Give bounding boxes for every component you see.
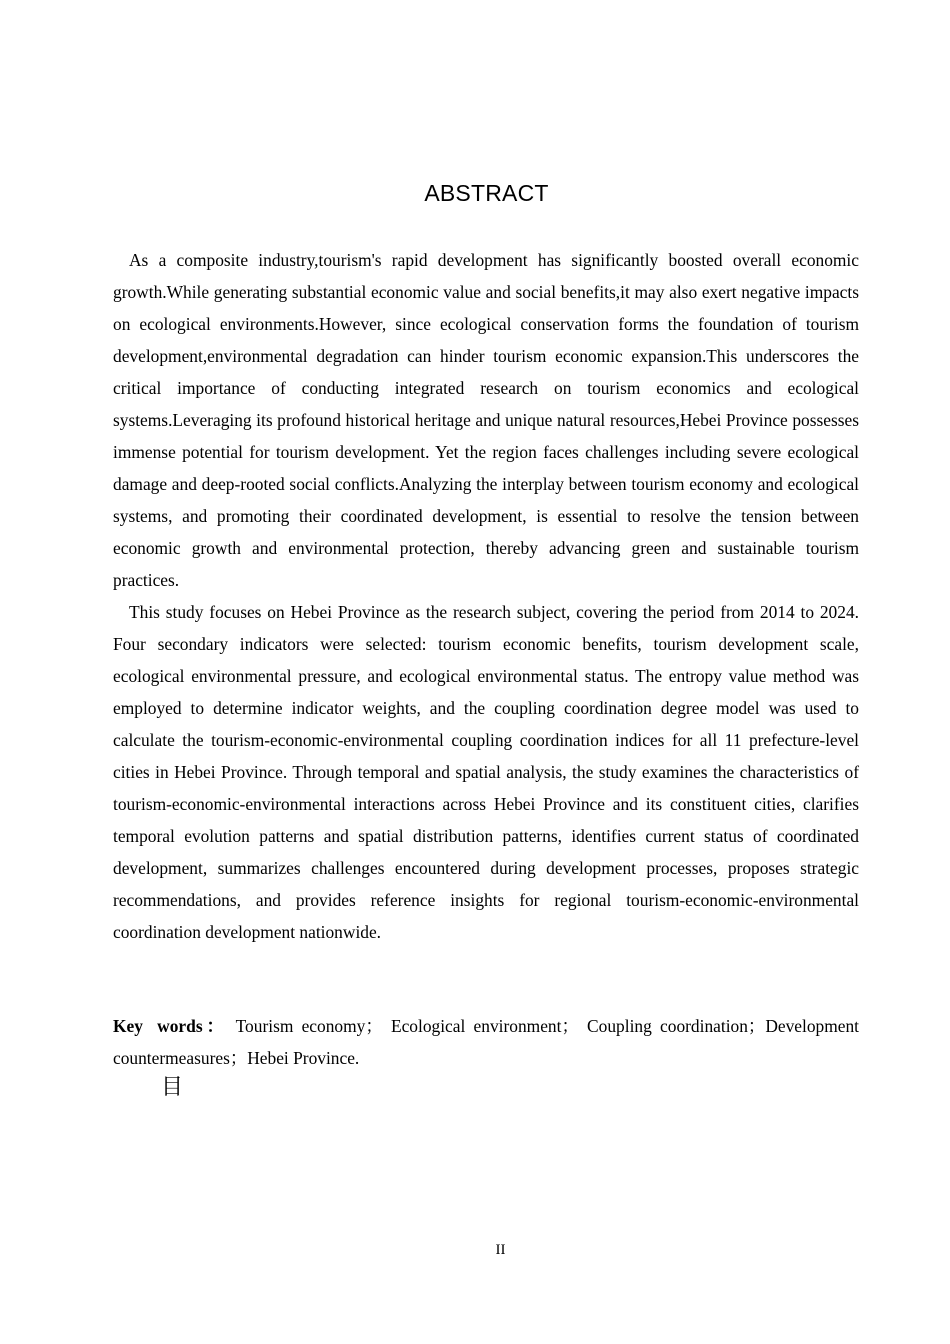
keywords-label: Key words： bbox=[113, 1016, 228, 1036]
page-title: ABSTRACT bbox=[424, 180, 549, 206]
abstract-paragraph-2: This study focuses on Hebei Province as the research subject, covering the period from 2014 to 2024. Four secondary indicators were selected: tourism economic benefits, tourism development scale, ecological environmental pressure, and ecological environmental status. The entropy value method was employed to determine indicator weights, and the coupling coordination degree model was used to calculate the tourism-economic-environmental coupling coordination indices for all 11 prefecture-level cities in Hebei Province. Through temporal and spatial analysis, the study examines the characteristics of tourism-economic-environmental interactions across Hebei Province and its constituent cities, clarifies temporal evolution patterns and spatial distribution patterns, identifies current status of coordinated development, summarizes challenges encountered during development processes, proposes strategic recommendations, and provides reference insights for regional tourism-economic-environmental coordination development nationwide. bbox=[113, 602, 859, 942]
keywords-line bbox=[113, 1010, 859, 1074]
abstract-paragraph-1: As a composite industry,tourism's rapid development has significantly boosted overall economic growth.While generating substantial economic value and social benefits,it may also exert negative impacts on ecological environments.However, since ecological conservation forms the foundation of tourism development,environmental degradation can hinder tourism economic expansion.This underscores the critical importance of conducting integrated research on tourism economics and ecological systems.Leveraging its profound historical heritage and unique natural resources,Hebei Province possesses immense potential for tourism development. Yet the region faces challenges including severe ecological damage and deep-rooted social conflicts.Analyzing the interplay between tourism economy and ecological systems, and promoting their coordinated development, is essential to resolve the tension between economic growth and environmental protection, thereby advancing green and sustainable tourism practices. bbox=[113, 250, 859, 590]
page-number: II bbox=[495, 1242, 506, 1258]
keywords-text: Tourism economy； Ecological environment； Coupling coordination；Development countermeasures；Hebei Province. bbox=[113, 1016, 859, 1068]
abstract-body bbox=[113, 244, 859, 948]
toc-heading-fragment: 目 bbox=[161, 1075, 184, 1100]
